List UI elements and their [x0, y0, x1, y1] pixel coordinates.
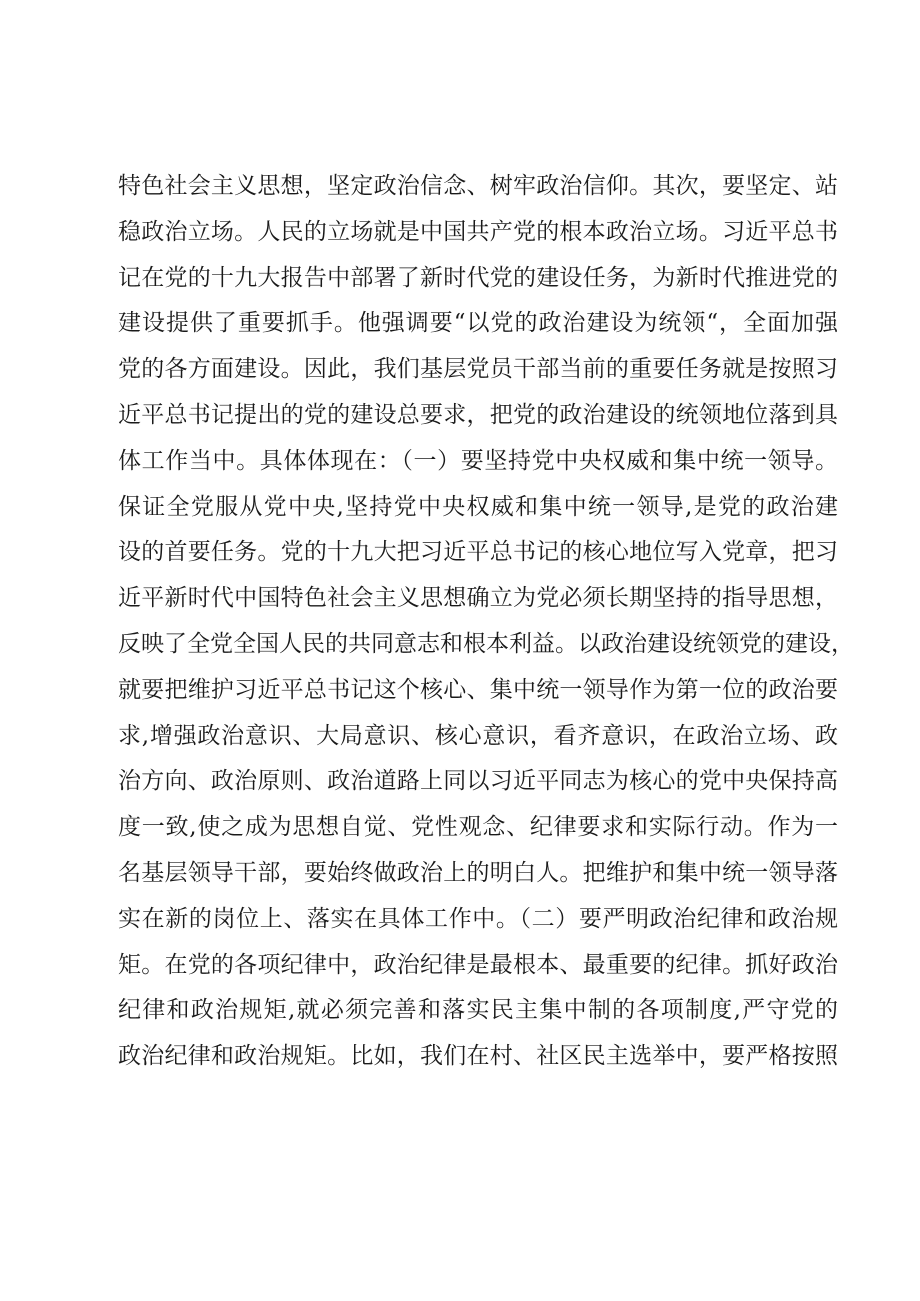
text-line: 记在党的十九大报告中部署了新时代党的建设任务，为新时代推进党的: [118, 264, 838, 291]
text-line: 政治纪律和政治规矩。比如，我们在村、社区民主选举中，要严格按照: [118, 1043, 838, 1070]
text-line: 就要把维护习近平总书记这个核心、集中统一领导作为第一位的政治要: [118, 676, 838, 703]
text-line: 稳政治立场。人民的立场就是中国共产党的根本政治立场。习近平总书: [118, 218, 838, 245]
text-line: 党的各方面建设。因此，我们基层党员干部当前的重要任务就是按照习: [118, 356, 838, 383]
text-line: 建设提供了重要抓手。他强调要“以党的政治建设为统领“，全面加强: [118, 310, 838, 337]
text-line: 矩。在党的各项纪律中，政治纪律是最根本、最重要的纪律。抓好政治: [118, 951, 838, 978]
text-line: 近平总书记提出的党的建设总要求，把党的政治建设的统领地位落到具: [118, 401, 838, 428]
text-line: 设的首要任务。党的十九大把习近平总书记的核心地位写入党章，把习: [118, 539, 838, 566]
text-line: 保证全党服从党中央,坚持党中央权威和集中统一领导,是党的政治建: [118, 493, 838, 520]
text-line: 体工作当中。具体体现在：（一）要坚持党中央权威和集中统一领导。: [118, 447, 838, 474]
text-line: 治方向、政治原则、政治道路上同以习近平同志为核心的党中央保持高: [118, 768, 838, 795]
text-line: 纪律和政治规矩,就必须完善和落实民主集中制的各项制度,严守党的: [118, 997, 838, 1024]
text-line: 实在新的岗位上、落实在具体工作中。（二）要严明政治纪律和政治规: [118, 905, 838, 932]
text-line: 特色社会主义思想，坚定政治信念、树牢政治信仰。其次，要坚定、站: [118, 173, 838, 199]
text-line: 反映了全党全国人民的共同意志和根本利益。以政治建设统领党的建设，: [118, 630, 854, 657]
text-line: 求,增强政治意识、大局意识、核心意识，看齐意识，在政治立场、政: [118, 722, 838, 749]
text-line: 度一致,使之成为思想自觉、党性观念、纪律要求和实际行动。作为一: [118, 814, 838, 841]
text-line: 名基层领导干部，要始终做政治上的明白人。把维护和集中统一领导落: [118, 859, 838, 886]
body-text: [118, 164, 854, 1080]
text-line: 近平新时代中国特色社会主义思想确立为党必须长期坚持的指导思想，: [118, 585, 838, 612]
